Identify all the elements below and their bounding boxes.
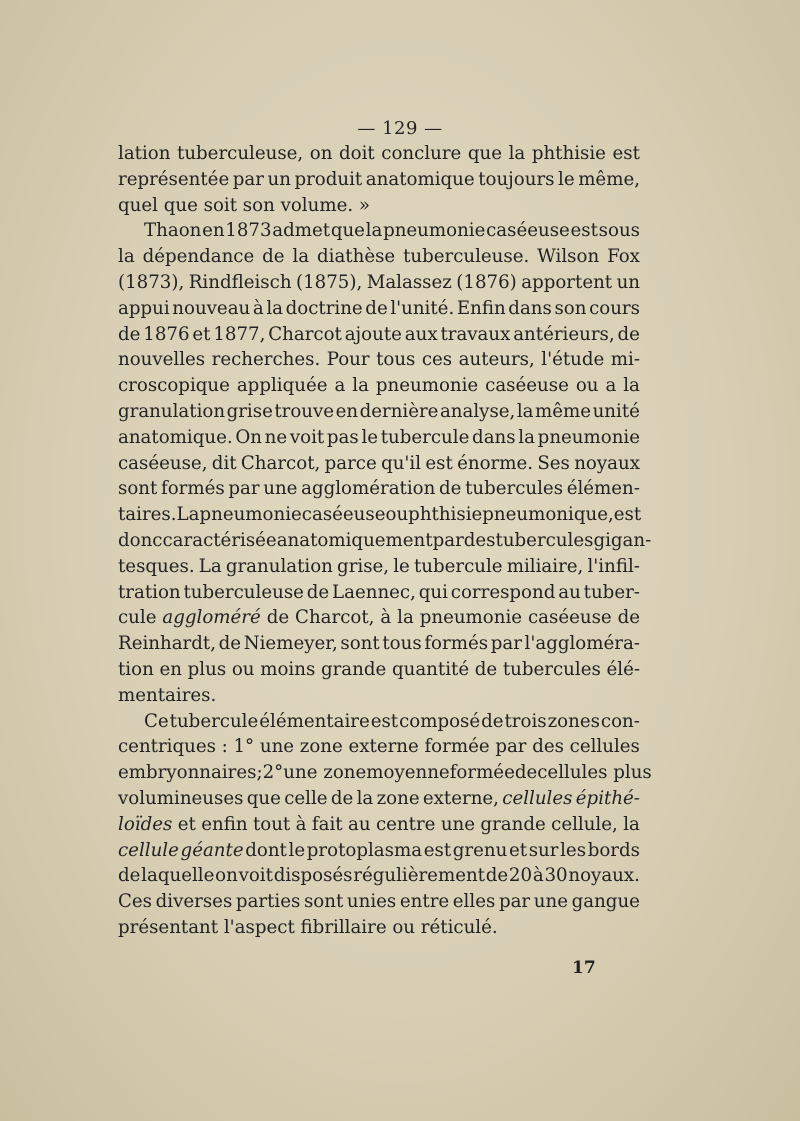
word: admet	[272, 220, 331, 242]
word: au	[348, 813, 371, 835]
word: elles	[452, 891, 496, 913]
word: anatomique.	[118, 426, 233, 448]
word: qu'il	[381, 452, 422, 474]
word: sont	[340, 633, 380, 655]
word: cellules	[569, 736, 640, 758]
word: pneumonie	[375, 375, 479, 397]
word: épithé-	[575, 787, 640, 809]
word: 1873	[225, 220, 272, 242]
word: croscopique	[118, 375, 230, 397]
word: Charcot,	[295, 607, 375, 629]
word: Malassez	[366, 271, 452, 293]
word: la	[292, 246, 310, 268]
text-line	[118, 605, 640, 631]
word: est	[425, 452, 453, 474]
signature-mark: 17	[572, 958, 596, 978]
word: élémentaire	[259, 710, 370, 732]
word: sont	[303, 891, 344, 913]
word: trois	[504, 710, 547, 732]
word: travaux	[440, 323, 511, 345]
word: le	[558, 168, 575, 190]
word: son	[554, 297, 587, 319]
word: formée	[449, 762, 515, 784]
word: de	[617, 323, 640, 345]
word: Charcot	[268, 323, 342, 345]
word: que	[467, 143, 503, 164]
text-line	[118, 193, 640, 219]
word: grande	[320, 658, 387, 680]
word: zones	[547, 710, 600, 732]
word: la	[356, 787, 374, 809]
word: anatomique	[365, 168, 475, 190]
word: plus	[187, 658, 227, 680]
word: cule	[118, 607, 157, 629]
word: caractérisée	[162, 529, 277, 551]
word: laquelle	[141, 865, 215, 887]
text-line	[118, 476, 640, 502]
word: à	[380, 607, 392, 629]
word: 1876	[143, 323, 190, 345]
word: par	[432, 529, 464, 551]
word: tubercules	[495, 529, 594, 551]
word: voit	[238, 865, 273, 887]
word: La	[176, 504, 200, 526]
text-line	[118, 580, 640, 606]
word: tubercule	[169, 710, 259, 732]
word: Thaon	[144, 220, 202, 242]
text-line	[118, 631, 640, 657]
word: a	[334, 375, 346, 397]
word: protoplasma	[306, 839, 423, 861]
word: gangue	[571, 891, 640, 913]
word: bords	[587, 839, 640, 861]
word: de	[330, 787, 354, 809]
text-line	[118, 347, 640, 373]
word: la	[352, 375, 369, 397]
text-line	[118, 889, 640, 915]
word: recherches.	[211, 349, 321, 371]
word: ajoute	[344, 323, 402, 345]
word: pneumonie	[199, 504, 302, 526]
word: des	[463, 529, 496, 551]
word: cellules plus	[537, 762, 652, 784]
text-line	[118, 528, 652, 554]
word: est	[570, 220, 598, 242]
word: sous	[598, 220, 640, 242]
text-line	[118, 657, 640, 683]
word: le	[288, 839, 306, 861]
word: et	[177, 813, 196, 835]
word: la	[118, 246, 135, 268]
word: par	[495, 736, 527, 758]
word: par	[490, 633, 522, 655]
text-line	[118, 296, 640, 322]
word: par	[228, 478, 260, 500]
word: formés	[424, 633, 489, 655]
word: la	[623, 813, 640, 835]
word: est	[423, 839, 452, 861]
text-line	[118, 838, 640, 864]
word: on	[215, 865, 238, 887]
text-line	[118, 373, 640, 399]
word: diverses	[155, 891, 233, 913]
word: la	[266, 297, 283, 319]
word: que	[246, 787, 281, 809]
word: Laennec,	[332, 581, 416, 603]
word: caséeuse,	[118, 452, 208, 474]
word: correspond	[450, 581, 556, 603]
word: la	[518, 426, 535, 448]
page-number: — 129 —	[357, 118, 443, 139]
text-line	[118, 760, 652, 786]
word: Pour	[326, 349, 370, 371]
word: grise,	[337, 555, 390, 577]
word: de	[474, 658, 498, 680]
text-line	[118, 218, 640, 244]
word: Enfin	[456, 297, 506, 319]
word: et	[508, 839, 528, 861]
word: de	[514, 762, 538, 784]
word: de	[118, 865, 141, 887]
word: la	[623, 375, 640, 397]
word: la	[508, 143, 526, 164]
word: ou	[231, 658, 255, 680]
word: embryonnaires	[118, 762, 257, 784]
word: sont	[118, 478, 158, 500]
word: formés	[160, 478, 225, 500]
word: une zone	[283, 762, 367, 784]
word: Ces	[118, 891, 153, 913]
word: centre	[375, 813, 436, 835]
word: cours	[589, 297, 640, 319]
word: con-	[600, 710, 640, 732]
word: dit	[211, 452, 237, 474]
text-line	[118, 786, 640, 812]
word: 30	[544, 865, 568, 887]
text-line	[118, 734, 640, 760]
word: apportent	[521, 271, 613, 293]
word: conclure	[381, 143, 462, 164]
word: Charcot,	[240, 452, 321, 474]
word: 1877,	[213, 323, 266, 345]
word: tous	[376, 349, 416, 371]
word: moyenne	[366, 762, 450, 784]
word: de	[617, 607, 640, 629]
word: au	[558, 581, 581, 603]
word: on	[309, 143, 333, 164]
word: la	[397, 607, 414, 629]
word: par	[232, 168, 264, 190]
word: la	[516, 400, 534, 422]
word: tous	[382, 633, 422, 655]
word: (1873),	[118, 271, 185, 293]
word: Fox	[607, 246, 640, 268]
word: zone	[299, 736, 343, 758]
word: un	[616, 271, 640, 293]
word: taires.	[118, 504, 177, 526]
word: une	[263, 478, 298, 500]
word: Ce	[144, 710, 169, 732]
word: disposés	[273, 865, 353, 887]
word: ou	[575, 375, 599, 397]
word: l'étude	[541, 349, 605, 371]
word: nouvelles	[118, 349, 206, 371]
text-line	[118, 915, 640, 941]
word: phthisie	[408, 504, 483, 526]
word: les	[560, 839, 587, 861]
word: même	[535, 400, 592, 422]
word: enfin	[201, 813, 248, 835]
word: sur	[528, 839, 559, 861]
word: unies	[346, 891, 397, 913]
word: tubercule	[413, 555, 503, 577]
word: dans	[472, 426, 516, 448]
word: tration	[118, 581, 181, 603]
word: de	[306, 581, 330, 603]
text-line	[118, 502, 640, 528]
word: Rindfleisch	[188, 271, 292, 293]
text-line	[118, 322, 640, 348]
word: granulation	[118, 400, 226, 422]
word: tubercule	[380, 426, 470, 448]
word: ces	[421, 349, 453, 371]
word: que	[330, 220, 365, 242]
word: tout	[252, 813, 291, 835]
word: tuber-	[583, 581, 640, 603]
word: tion	[118, 658, 154, 680]
text-line	[118, 425, 640, 451]
body-text	[118, 141, 652, 941]
word: diathèse	[317, 246, 396, 268]
word: tubercules	[502, 658, 601, 680]
word: quel que soit son volume. »	[118, 194, 371, 216]
word: dépendance	[142, 246, 255, 268]
word: tubercules	[465, 478, 564, 500]
word: Niemeyer,	[243, 633, 338, 655]
word: l'unité.	[390, 297, 455, 319]
word: et	[192, 323, 211, 345]
word: celle	[284, 787, 328, 809]
word: composé	[399, 710, 481, 732]
word: Ses	[537, 452, 570, 474]
word: pas	[326, 426, 359, 448]
word: analyse,	[439, 400, 516, 422]
word: l'infil-	[587, 555, 640, 577]
word: 20	[508, 865, 533, 887]
word: le	[361, 426, 379, 448]
word: auteurs,	[458, 349, 535, 371]
word: appliquée	[236, 375, 328, 397]
word: doit	[339, 143, 375, 164]
word: est	[370, 710, 399, 732]
word: ;	[256, 762, 263, 784]
text-line	[118, 812, 640, 838]
word: un	[267, 168, 291, 190]
word: qui	[418, 581, 448, 603]
word: trouve	[274, 400, 335, 422]
word: mi-	[610, 349, 640, 371]
word: quantité	[391, 658, 470, 680]
word: l'aggloméra-	[524, 633, 640, 655]
word: (1875),	[295, 271, 363, 293]
word: pneumonie	[419, 607, 523, 629]
word: grande	[480, 813, 546, 835]
word: dernière	[359, 400, 439, 422]
word: une	[440, 813, 476, 835]
word: est	[613, 504, 642, 526]
word: élé-	[606, 658, 640, 680]
word: à	[252, 297, 264, 319]
word: caséeuse	[301, 504, 386, 526]
word: tuberculeuse.	[403, 246, 530, 268]
word: cellules	[502, 787, 573, 809]
word: (1876)	[456, 271, 517, 293]
word: miliaire,	[506, 555, 584, 577]
word: voit	[289, 426, 325, 448]
word: centriques	[118, 736, 216, 758]
word: en	[202, 220, 225, 242]
word: de	[262, 246, 285, 268]
word: des	[532, 736, 564, 758]
word: mentaires.	[118, 684, 217, 706]
word: noyaux	[574, 452, 640, 474]
word: toujours	[478, 168, 555, 190]
word: aggloméré	[162, 607, 261, 629]
word: cellule,	[551, 813, 618, 835]
word: géante	[180, 839, 244, 861]
word: noyaux.	[568, 865, 640, 887]
word: en	[159, 658, 182, 680]
word: :	[221, 736, 228, 758]
word: formée	[424, 736, 490, 758]
word: de	[481, 710, 504, 732]
word: caséeuse	[527, 607, 612, 629]
word: lation	[118, 143, 171, 164]
text-line	[118, 244, 640, 270]
word: pneumonie	[537, 426, 640, 448]
word: de	[218, 633, 242, 655]
word: de	[365, 297, 388, 319]
word: pneumonique,	[482, 504, 614, 526]
word: anatomiquement	[276, 529, 433, 551]
word: produit	[294, 168, 363, 190]
text-line	[118, 709, 640, 735]
word: est	[612, 143, 640, 164]
word: Reinhardt,	[118, 633, 216, 655]
word: énorme.	[457, 452, 534, 474]
text-line	[118, 863, 640, 889]
word: à	[295, 813, 307, 835]
word: en	[335, 400, 359, 422]
word: donc	[118, 529, 163, 551]
word: régulièrement	[353, 865, 485, 887]
word: grenu	[452, 839, 508, 861]
word: entre	[399, 891, 450, 913]
word: parce	[324, 452, 377, 474]
word: a	[605, 375, 617, 397]
word: tesques.	[118, 555, 195, 577]
text-line	[118, 399, 640, 425]
word: tuberculeuse,	[177, 143, 304, 164]
word: dont	[245, 839, 287, 861]
word: gigan-	[593, 529, 652, 551]
word: Wilson	[537, 246, 600, 268]
word: antérieurs,	[513, 323, 615, 345]
word: agglomération	[301, 478, 436, 500]
word: appui	[118, 297, 170, 319]
word: cellule	[118, 839, 179, 861]
word: 2°	[262, 762, 284, 784]
word: une	[533, 891, 568, 913]
word: la	[365, 220, 383, 242]
word: fait	[311, 813, 343, 835]
word: de	[439, 478, 462, 500]
word: moins	[260, 658, 316, 680]
text-line	[118, 141, 640, 167]
word: dans	[508, 297, 552, 319]
text-line	[118, 167, 640, 193]
word: doctrine	[285, 297, 363, 319]
word: présentant l'aspect fibrillaire ou réticulé.	[118, 916, 498, 938]
word: même,	[578, 168, 640, 190]
word: phthisie	[531, 143, 606, 164]
word: pneumonie	[383, 220, 486, 242]
word: représentée	[118, 168, 230, 190]
word: parties	[235, 891, 301, 913]
word: ou	[385, 504, 409, 526]
word: unité	[592, 400, 640, 422]
word: à	[532, 865, 544, 887]
word: aux	[404, 323, 438, 345]
word: de	[266, 607, 290, 629]
word: On	[235, 426, 262, 448]
word: 1°	[233, 736, 255, 758]
word: ne	[264, 426, 288, 448]
word: une	[259, 736, 295, 758]
word: caséeuse	[485, 375, 569, 397]
word: granulation	[225, 555, 333, 577]
word: externe,	[422, 787, 499, 809]
word: loïdes	[118, 813, 173, 835]
word: grise	[226, 400, 273, 422]
word: caséeuse	[486, 220, 570, 242]
word: zone	[376, 787, 420, 809]
text-line	[118, 270, 640, 296]
word: externe	[348, 736, 419, 758]
word: volumineuses	[118, 787, 244, 809]
word: La	[198, 555, 222, 577]
text-line	[118, 683, 640, 709]
word: de	[118, 323, 141, 345]
word: le	[393, 555, 410, 577]
word: nouveau	[172, 297, 251, 319]
word: de	[485, 865, 509, 887]
word: élémen-	[566, 478, 640, 500]
text-line	[118, 451, 640, 477]
word: par	[498, 891, 531, 913]
text-line	[118, 554, 640, 580]
word: tuberculeuse	[183, 581, 304, 603]
